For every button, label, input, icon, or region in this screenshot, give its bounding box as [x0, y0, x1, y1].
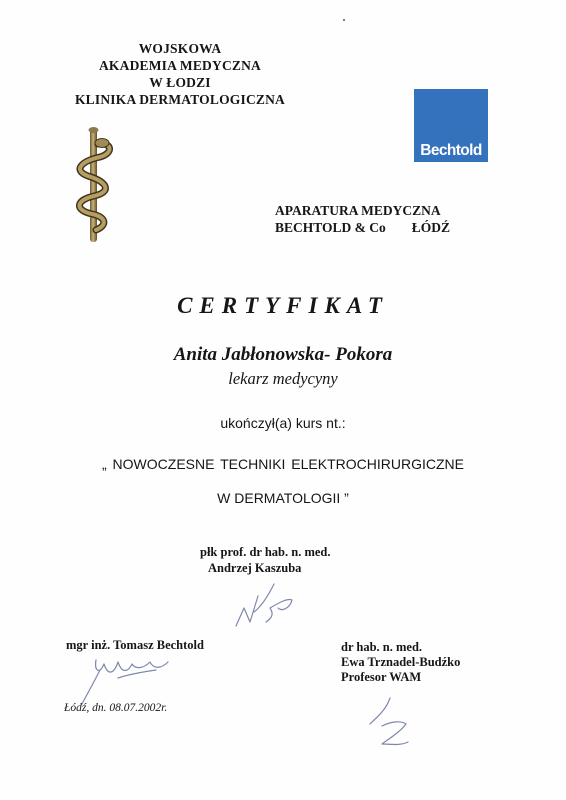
signatory-top-title: płk prof. dr hab. n. med. [200, 545, 331, 559]
signatory-right [341, 640, 460, 685]
signatory-right-position: Profesor WAM [341, 670, 422, 684]
speck [343, 19, 345, 21]
course-title-line-1: „ NOWOCZESNE TECHNIKI ELEKTROCHIRURGICZNE [102, 456, 464, 472]
recipient-profession: lekarz medycyny [228, 369, 338, 388]
institution-line-2: AKADEMIA MEDYCZNA [98, 58, 262, 73]
institution-line-3: W ŁODZI [149, 75, 211, 90]
company-line-1: APARATURA MEDYCZNA [275, 203, 441, 218]
signature-scribble-right [360, 688, 422, 750]
company-block [275, 202, 450, 236]
signatory-top [200, 544, 330, 576]
signatory-right-title: dr hab. n. med. [341, 640, 423, 654]
company-city: ŁÓDŹ [411, 220, 451, 235]
recipient-name: Anita Jabłonowska- Pokora [173, 344, 393, 365]
signatory-left-name: mgr inż. Tomasz Bechtold [66, 638, 204, 652]
course-title-line-2: W DERMATOLOGII ” [217, 490, 349, 506]
signature-scribble-top [230, 578, 300, 630]
signatory-top-name: Andrzej Kaszuba [208, 561, 302, 575]
caduceus-icon [64, 126, 122, 244]
logo-text: Bechtold [420, 142, 482, 159]
signature-scribble-left [78, 648, 178, 706]
institution-header [40, 40, 320, 108]
institution-line-1: WOJSKOWA [138, 41, 222, 56]
certificate-title: CERTYFIKAT [177, 293, 389, 318]
signatory-right-name: Ewa Trznadel-Budźko [341, 655, 461, 669]
company-line-2 [275, 219, 450, 236]
company-name: BECHTOLD & Co [275, 220, 386, 235]
completed-text: ukończył(a) kurs nt.: [220, 415, 346, 431]
bechtold-logo [414, 89, 488, 162]
issue-date: Łódź, dn. 08.07.2002r. [64, 702, 168, 714]
institution-line-4: KLINIKA DERMATOLOGICZNA [74, 92, 285, 107]
